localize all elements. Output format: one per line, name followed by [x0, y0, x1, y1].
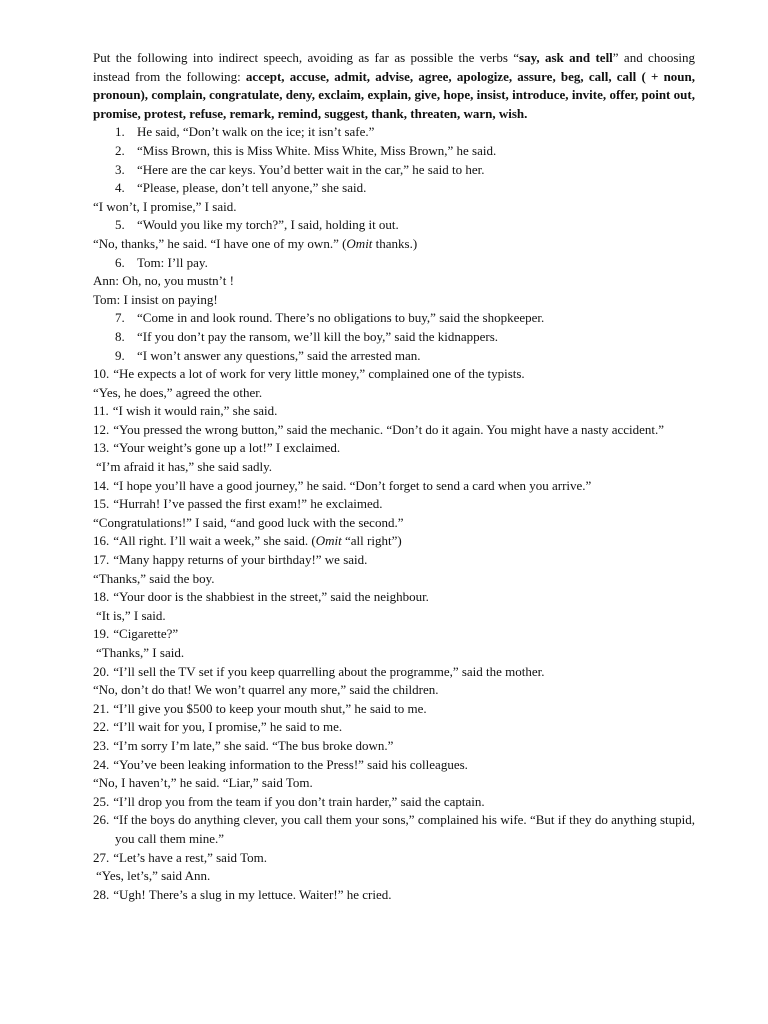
line-text: “Ugh! There’s a slug in my lettuce. Waiter!” he cried.: [113, 886, 392, 902]
line-text: “Thanks,” I said.: [96, 645, 185, 660]
avoid-verbs: say, ask and tell: [519, 50, 613, 65]
line-tail: “all right”): [341, 533, 402, 549]
exercise-item: [93, 663, 695, 682]
item-number: 14.: [93, 477, 110, 493]
exercise-item: [93, 365, 695, 384]
item-number: 1.: [115, 124, 125, 140]
exercise-item: [93, 588, 695, 607]
item-number: 3.: [115, 161, 125, 177]
item-number: 6.: [115, 254, 125, 270]
item-number: 15.: [93, 496, 110, 512]
line-text: “No, thanks,” he said. “I have one of my own.” (: [93, 235, 347, 251]
item-number: 17.: [93, 552, 110, 568]
exercise-item: [71, 123, 695, 142]
exercise-item: [71, 347, 695, 366]
exercise-item: [93, 793, 695, 812]
exercise-item: [93, 532, 695, 551]
line-text: “I wish it would rain,” she said.: [112, 403, 278, 419]
line-text: “I’m afraid it has,” she said sadly.: [96, 459, 273, 475]
line-text: “Hurrah! I’ve passed the first exam!” he exclaimed.: [113, 496, 383, 512]
dialogue-reply: [93, 291, 695, 310]
exercise-item: [93, 737, 695, 756]
item-number: 5.: [115, 217, 125, 233]
item-number: 26.: [93, 812, 110, 828]
exercise-item: [71, 179, 695, 198]
line-text: “Come in and look round. There’s no obligations to buy,” said the shopkeeper.: [137, 310, 545, 326]
line-text: “Let’s have a rest,” said Tom.: [113, 849, 267, 865]
exercise-item: [93, 811, 695, 848]
dialogue-reply: [93, 384, 695, 403]
line-text: “Please, please, don’t tell anyone,” she said.: [137, 180, 367, 196]
document-page: [93, 49, 695, 904]
line-text: “It is,” I said.: [96, 607, 166, 623]
verb-list: accept, accuse, admit, advise, agree, apologize, assure, beg, call, call ( + noun, pronoun), complain, congratulate, deny, exclaim, explain, give, hope, insist, introduce, invite, offer, point out, promise, protest, refuse, remark, remind, suggest, thank, threaten, warn, wish.: [93, 68, 696, 121]
line-text: He said, “Don’t walk on the ice; it isn’t safe.”: [137, 124, 375, 140]
dialogue-reply: [93, 458, 695, 477]
instructions-middle: ” and choosing instead from the following:: [93, 50, 696, 84]
dialogue-reply: [93, 681, 695, 700]
item-number: 12.: [93, 421, 110, 437]
item-number: 4.: [115, 180, 125, 196]
dialogue-reply: [93, 514, 695, 533]
line-text: “All right. I’ll wait a week,” she said. (: [113, 533, 316, 549]
item-number: 18.: [93, 589, 110, 605]
exercise-item: [93, 477, 695, 496]
line-text: “I’m sorry I’m late,” she said. “The bus broke down.”: [113, 737, 394, 753]
dialogue-reply: [93, 570, 695, 589]
exercise-item: [71, 254, 695, 273]
line-text: “You’ve been leaking information to the Press!” said his colleagues.: [113, 756, 468, 772]
dialogue-reply: [93, 607, 695, 626]
item-number: 16.: [93, 533, 110, 549]
line-text: “I won’t, I promise,” I said.: [93, 198, 237, 214]
line-text: “Your door is the shabbiest in the street,” said the neighbour.: [113, 589, 429, 605]
item-number: 22.: [93, 719, 110, 735]
exercise-item: [93, 495, 695, 514]
exercise-item: [93, 402, 695, 421]
item-number: 7.: [115, 310, 125, 326]
line-text: “I’ll wait for you, I promise,” he said to me.: [113, 719, 343, 735]
exercise-item: [93, 439, 695, 458]
exercise-item: [93, 421, 695, 440]
line-text: “I hope you’ll have a good journey,” he said. “Don’t forget to send a card when you arrive.”: [113, 477, 592, 493]
exercise-item: [93, 700, 695, 719]
exercise-item: [93, 756, 695, 775]
item-number: 23.: [93, 737, 110, 753]
exercise-item: [93, 551, 695, 570]
item-number: 11.: [93, 403, 109, 419]
dialogue-reply: [93, 644, 695, 663]
line-text: “Many happy returns of your birthday!” we said.: [113, 552, 368, 568]
line-text: “I’ll sell the TV set if you keep quarrelling about the programme,” said the mother.: [113, 663, 545, 679]
dialogue-reply: [93, 198, 695, 217]
omit-note: Omit: [315, 533, 342, 549]
line-text: “If the boys do anything clever, you call them your sons,” complained his wife. “But if they do anything stupid, you call them mine.”: [113, 812, 695, 846]
line-text: Ann: Oh, no, you mustn’t !: [93, 273, 234, 289]
item-number: 27.: [93, 849, 110, 865]
line-text: “No, I haven’t,” he said. “Liar,” said Tom.: [93, 775, 313, 791]
line-text: “Thanks,” said the boy.: [93, 570, 215, 586]
line-text: “Yes, he does,” agreed the other.: [93, 384, 263, 400]
dialogue-reply: [93, 272, 695, 291]
line-text: “Miss Brown, this is Miss White. Miss White, Miss Brown,” he said.: [137, 142, 497, 158]
exercise-item: [93, 718, 695, 737]
exercise-item: [71, 328, 695, 347]
exercise-item: [71, 161, 695, 180]
exercise-item: [93, 625, 695, 644]
item-number: 20.: [93, 663, 110, 679]
line-text: “I won’t answer any questions,” said the arrested man.: [137, 347, 421, 363]
line-text: “I’ll drop you from the team if you don’t train harder,” said the captain.: [113, 793, 485, 809]
dialogue-reply: [93, 774, 695, 793]
dialogue-reply: [93, 235, 695, 254]
exercise-item: [71, 309, 695, 328]
exercise-item: [93, 886, 695, 905]
line-text: Tom: I insist on paying!: [93, 291, 218, 307]
item-number: 19.: [93, 626, 110, 642]
exercise-item: [71, 216, 695, 235]
line-text: “No, don’t do that! We won’t quarrel any more,” said the children.: [93, 682, 439, 698]
item-number: 13.: [93, 440, 110, 456]
instructions-lead: Put the following into indirect speech, avoiding as far as possible the verbs “: [93, 50, 520, 65]
line-text: “Yes, let’s,” said Ann.: [96, 868, 211, 884]
exercise-list: [93, 123, 695, 904]
line-text: “Would you like my torch?”, I said, holding it out.: [137, 217, 399, 233]
item-number: 28.: [93, 886, 110, 902]
line-text: “He expects a lot of work for very little money,” complained one of the typists.: [113, 366, 525, 382]
line-text: “You pressed the wrong button,” said the mechanic. “Don’t do it again. You might have a nasty accident.”: [113, 421, 665, 437]
item-number: 21.: [93, 700, 110, 716]
item-number: 24.: [93, 756, 110, 772]
line-text: “Cigarette?”: [113, 626, 179, 642]
item-number: 25.: [93, 793, 110, 809]
exercise-item: [93, 849, 695, 868]
instructions-paragraph: [93, 49, 695, 123]
item-number: 10.: [93, 366, 110, 382]
line-text: “If you don’t pay the ransom, we’ll kill the boy,” said the kidnappers.: [137, 328, 499, 344]
line-text: “I’ll give you $500 to keep your mouth shut,” he said to me.: [113, 700, 427, 716]
exercise-item: [71, 142, 695, 161]
omit-note: Omit: [346, 235, 373, 251]
line-text: “Your weight’s gone up a lot!” I exclaimed.: [113, 440, 341, 456]
line-text: “Here are the car keys. You’d better wait in the car,” he said to her.: [137, 161, 485, 177]
item-number: 9.: [115, 347, 125, 363]
item-number: 2.: [115, 142, 125, 158]
line-text: Tom: I’ll pay.: [137, 254, 208, 270]
item-number: 8.: [115, 328, 125, 344]
line-text: “Congratulations!” I said, “and good luck with the second.”: [93, 514, 404, 530]
line-tail: thanks.): [372, 235, 418, 251]
dialogue-reply: [93, 867, 695, 886]
